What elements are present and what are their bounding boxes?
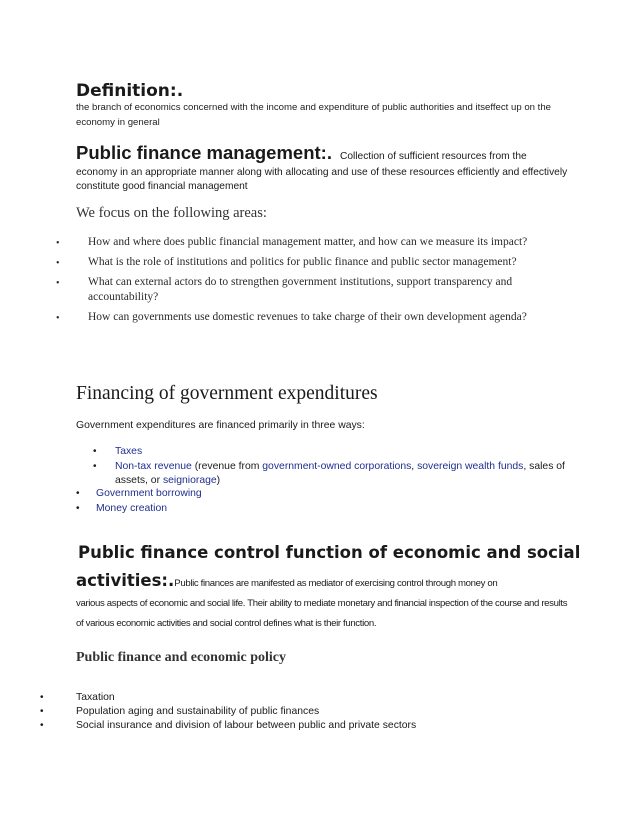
list-item: • Taxation: [40, 692, 115, 703]
financing-heading: Financing of government expenditures: [76, 383, 378, 404]
list-item: • How can governments use domestic revenues to take charge of their own development agenda?: [56, 311, 527, 324]
list-item: • What is the role of institutions and politics for public finance and public sector management?: [56, 256, 517, 269]
bullet-icon: •: [76, 503, 80, 514]
definition-text: the branch of economics concerned with the income and expenditure of public authorities and itseffect up on the economy in general: [76, 102, 552, 128]
list-item: [76, 502, 556, 516]
government-owned-corporations-link[interactable]: government-owned corporations: [262, 461, 412, 472]
bullet-icon: •: [40, 720, 44, 731]
list-item: • Social insurance and division of labour between public and private sectors: [40, 720, 417, 731]
list-item: • Non-tax revenue (revenue from government-owned corporations, sovereign wealth funds, sales of assets, or seigniorage): [93, 461, 565, 486]
money-creation-link[interactable]: Money creation: [96, 503, 168, 514]
control-heading-continued: activities:.: [76, 571, 175, 590]
financing-list: [93, 445, 573, 489]
policy-heading: Public finance and economic policy: [76, 650, 286, 665]
financing-subtitle: Government expenditures are financed primarily in three ways:: [76, 420, 365, 431]
taxes-link[interactable]: Taxes: [115, 446, 143, 457]
financing-list-outer: [76, 487, 556, 517]
bullet-icon: •: [93, 461, 97, 472]
sovereign-wealth-funds-link[interactable]: sovereign wealth funds: [417, 461, 524, 472]
list-item: [93, 445, 573, 459]
pfm-heading: Public finance management:.: [76, 142, 332, 163]
bullet-icon: •: [56, 258, 60, 269]
pfm-heading-line: [76, 142, 527, 164]
bullet-icon: •: [76, 488, 80, 499]
pfm-text: economy in an appropriate manner along with allocating and use of these resources efficiently and effectively constitute good financial management: [76, 167, 568, 192]
list-item: [76, 487, 556, 501]
list-item: • What can external actors do to strengthen government institutions, support transparency and accountability?: [56, 276, 513, 303]
control-inline-text: Public finances are manifested as mediator of exercising control through money on: [174, 578, 498, 589]
bullet-icon: •: [56, 238, 60, 249]
policy-list: [40, 691, 560, 733]
government-borrowing-link[interactable]: Government borrowing: [96, 488, 202, 499]
list-item: • How and where does public financial management matter, and how can we measure its impact?: [56, 236, 528, 249]
definition-heading: Definition:.: [76, 81, 184, 101]
seigniorage-link[interactable]: seigniorage: [162, 475, 217, 486]
bullet-icon: •: [56, 313, 60, 324]
pfm-inline-text: Collection of sufficient resources from the: [339, 151, 527, 162]
list-item: • Population aging and sustainability of public finances: [40, 706, 320, 717]
control-heading-line: [76, 571, 497, 591]
bullet-icon: •: [56, 278, 60, 289]
bullet-icon: •: [40, 706, 44, 717]
focus-list: [56, 235, 576, 330]
non-tax-revenue-link[interactable]: Non-tax revenue: [115, 461, 192, 472]
bullet-icon: •: [93, 446, 97, 457]
control-text: various aspects of economic and social life. Their ability to mediate monetary and financial inspection of the course and results of various economic activities and social control defines what is their function.: [76, 598, 568, 629]
focus-heading: We focus on the following areas:: [76, 205, 267, 221]
bullet-icon: •: [40, 692, 44, 703]
control-heading: Public finance control function of economic and social: [78, 543, 581, 562]
